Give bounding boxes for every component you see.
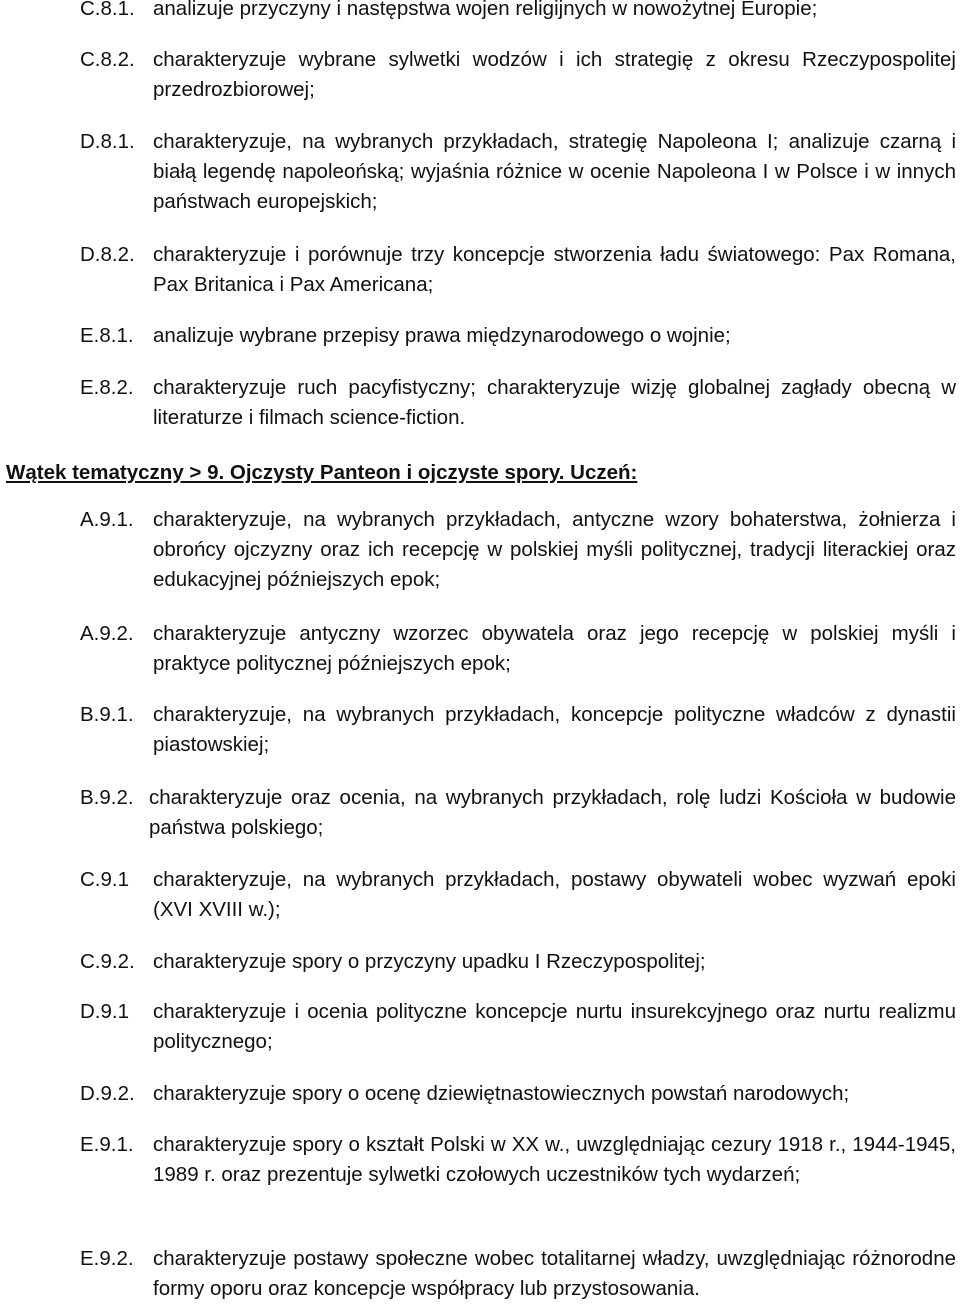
item-text: charakteryzuje spory o kształt Polski w XX w., uwzględniając cezury 1918 r., 1944-1945, 1989 r. oraz prezentuje sylwetki czołowych uczestników tych wydarzeń; [153, 1133, 956, 1186]
item-text: charakteryzuje, na wybranych przykładach, strategię Napoleona I; analizuje czarną i białą legendę napoleońską; wyjaśnia różnice w ocenie Napoleona I w Polsce i w innych państwach europejskich; [153, 130, 956, 213]
item-text: charakteryzuje, na wybranych przykładach, koncepcje polityczne władców z dynastii piastowskiej; [153, 703, 956, 756]
item-code: D.8.1. [80, 130, 135, 153]
item-code: A.9.1. [80, 508, 134, 531]
item-code: C.8.2. [80, 48, 135, 71]
item-code: E.9.1. [80, 1133, 134, 1156]
item-code: E.8.1. [80, 324, 134, 347]
item-code: E.8.2. [80, 376, 134, 399]
item-text: charakteryzuje spory o ocenę dziewiętnastowiecznych powstań narodowych; [153, 1082, 850, 1105]
item-text: charakteryzuje, na wybranych przykładach, antyczne wzory bohaterstwa, żołnierza i obrońcy ojczyzny oraz ich recepcję w polskiej myśli politycznej, tradycji literackiej oraz edukacyjnej późniejszych epok; [153, 508, 956, 591]
item-code: C.9.2. [80, 950, 135, 973]
item-code: D.9.2. [80, 1082, 135, 1105]
item-code: E.9.2. [80, 1247, 134, 1270]
item-code: D.8.2. [80, 243, 135, 266]
section-heading: Wątek tematyczny > 9. Ojczysty Panteon i ojczyste spory. Uczeń: [6, 461, 638, 484]
item-text: charakteryzuje postawy społeczne wobec totalitarnej władzy, uwzględniając różnorodne formy oporu oraz koncepcje współpracy lub przystosowania. [153, 1247, 956, 1300]
item-text: charakteryzuje i ocenia polityczne koncepcje nurtu insurekcyjnego oraz nurtu realizmu politycznego; [153, 1000, 956, 1053]
item-code: D.9.1 [80, 1000, 129, 1023]
item-code: A.9.2. [80, 622, 134, 645]
item-text: charakteryzuje oraz ocenia, na wybranych przykładach, rolę ludzi Kościoła w budowie państwa polskiego; [149, 786, 956, 839]
item-text: analizuje wybrane przepisy prawa międzynarodowego o wojnie; [153, 324, 731, 347]
item-text: charakteryzuje ruch pacyfistyczny; charakteryzuje wizję globalnej zagłady obecną w literaturze i filmach science-fiction. [153, 376, 956, 429]
item-code: C.9.1 [80, 868, 129, 891]
item-text: analizuje przyczyny i następstwa wojen religijnych w nowożytnej Europie; [153, 0, 818, 20]
item-code: C.8.1. [80, 0, 135, 20]
item-text: charakteryzuje, na wybranych przykładach, postawy obywateli wobec wyzwań epoki (XVI XVIII w.); [153, 868, 956, 921]
item-text: charakteryzuje spory o przyczyny upadku I Rzeczypospolitej; [153, 950, 706, 973]
item-text: charakteryzuje i porównuje trzy koncepcje stworzenia ładu światowego: Pax Romana, Pax Britanica i Pax Americana; [153, 243, 956, 296]
item-code: B.9.2. [80, 786, 134, 809]
item-code: B.9.1. [80, 703, 134, 726]
item-text: charakteryzuje wybrane sylwetki wodzów i ich strategię z okresu Rzeczypospolitej przedrozbiorowej; [153, 48, 956, 101]
item-text: charakteryzuje antyczny wzorzec obywatela oraz jego recepcję w polskiej myśli i praktyce politycznej późniejszych epok; [153, 622, 956, 675]
